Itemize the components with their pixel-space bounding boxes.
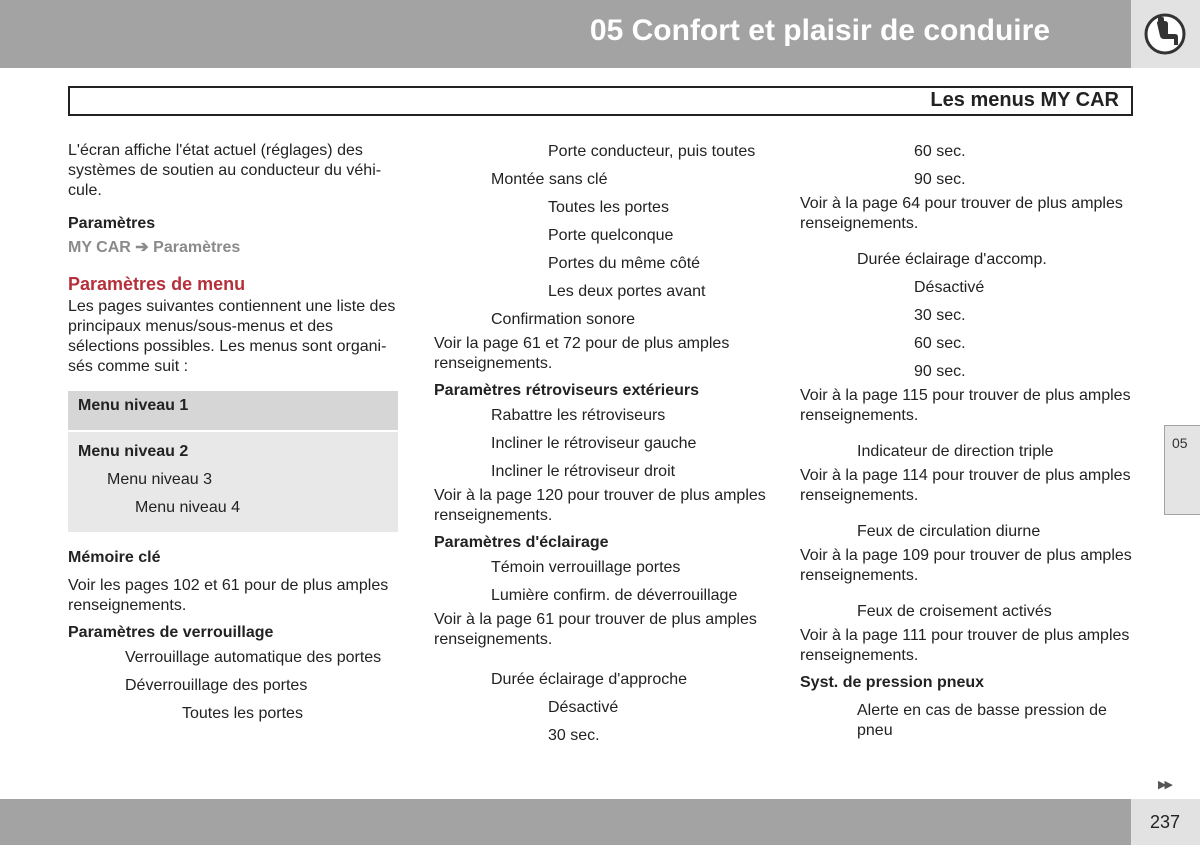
lock-item-all-doors: Toutes les portes	[182, 705, 303, 722]
section-title: Les menus MY CAR	[930, 89, 1119, 111]
reference-text: Voir à la page 109 pour trouver de plus amples renseignements.	[800, 547, 1132, 584]
list-item: 30 sec.	[548, 727, 600, 744]
chapter-tab-label: 05	[1172, 435, 1188, 451]
menu-level-4: Menu niveau 4	[135, 499, 240, 516]
chapter-title: 05 Confort et plaisir de conduire	[589, 14, 1050, 47]
list-item: Portes du même côté	[548, 255, 701, 272]
fast-forward-icon: ▶▶	[1158, 779, 1171, 791]
list-item: Incliner le rétroviseur gauche	[491, 435, 697, 452]
list-item: 60 sec.	[914, 143, 966, 160]
reference-text: Voir à la page 61 pour trouver de plus amples renseignements.	[434, 611, 757, 648]
key-memory-text: Voir les pages 102 et 61 pour de plus amples renseignements.	[68, 577, 389, 614]
list-item: Témoin verrouillage portes	[491, 559, 681, 576]
list-item: Confirmation sonore	[491, 311, 636, 328]
list-item: 90 sec.	[914, 171, 966, 188]
reference-text: Voir à la page 114 pour trouver de plus amples renseignements.	[800, 467, 1131, 504]
list-item: Porte conducteur, puis toutes	[548, 143, 756, 160]
tpms-heading: Syst. de pression pneux	[800, 674, 985, 691]
column-3	[800, 138, 1135, 741]
list-item: Désactivé	[914, 279, 985, 296]
tpms-alert: Alerte en cas de basse pression de pneu	[857, 702, 1107, 739]
path-part-mycar: MY CAR	[68, 239, 131, 256]
menu-intro-text: Les pages suivantes contiennent une liste des principaux menus/sous-menus et des sélections possibles. Les menus sont organi-sés comme suit :	[68, 298, 396, 375]
menu-settings-heading: Paramètres de menu	[68, 274, 246, 294]
menu-levels-table	[68, 391, 398, 532]
key-memory-heading: Mémoire clé	[68, 549, 161, 566]
lock-settings-heading: Paramètres de verrouillage	[68, 624, 274, 641]
list-item: Incliner le rétroviseur droit	[491, 463, 676, 480]
menu-levels-box	[68, 432, 398, 532]
lock-item-unlock: Déverrouillage des portes	[125, 677, 308, 694]
header-icon-box	[1131, 0, 1200, 68]
list-item: Lumière confirm. de déverrouillage	[491, 587, 738, 604]
list-item: Durée éclairage d'approche	[491, 671, 688, 688]
menu-level-3: Menu niveau 3	[107, 471, 212, 488]
list-item: Rabattre les rétroviseurs	[491, 407, 666, 424]
path-part-params: Paramètres	[153, 239, 241, 256]
menu-level-1: Menu niveau 1	[68, 391, 398, 430]
list-item: Toutes les portes	[548, 199, 669, 216]
menu-path	[68, 238, 398, 258]
page-number: 237	[1150, 812, 1181, 832]
list-item: Feux de circulation diurne	[857, 523, 1041, 540]
arrow-right-icon: ➔	[135, 239, 149, 256]
menu-level-2: Menu niveau 2	[78, 443, 189, 460]
column-1	[68, 141, 398, 728]
lighting-settings-heading: Paramètres d'éclairage	[434, 534, 609, 551]
reference-text: Voir la page 61 et 72 pour de plus amples renseignements.	[434, 335, 730, 372]
list-item: Montée sans clé	[491, 171, 608, 188]
list-item: Porte quelconque	[548, 227, 674, 244]
reference-text: Voir à la page 111 pour trouver de plus amples renseignements.	[800, 627, 1130, 664]
lock-item-auto: Verrouillage automatique des portes	[125, 649, 382, 666]
reference-text: Voir à la page 120 pour trouver de plus amples renseignements.	[434, 487, 766, 524]
reference-text: Voir à la page 64 pour trouver de plus amples renseignements.	[800, 195, 1123, 232]
mirror-settings-heading: Paramètres rétroviseurs extérieurs	[434, 382, 700, 399]
list-item: Indicateur de direction triple	[857, 443, 1054, 460]
list-item: 60 sec.	[914, 335, 966, 352]
footer-bar	[0, 799, 1131, 845]
header-bar	[0, 0, 1131, 68]
list-item: Désactivé	[548, 699, 619, 716]
params-heading: Paramètres	[68, 215, 156, 232]
list-item: 90 sec.	[914, 363, 966, 380]
list-item: 30 sec.	[914, 307, 966, 324]
section-box	[68, 86, 1133, 116]
list-item: Les deux portes avant	[548, 283, 706, 300]
reference-text: Voir à la page 115 pour trouver de plus amples renseignements.	[800, 387, 1131, 424]
list-item: Durée éclairage d'accomp.	[857, 251, 1047, 268]
intro-text: L'écran affiche l'état actuel (réglages) des systèmes de soutien au conducteur du véhi-cule.	[68, 142, 382, 199]
seat-icon	[1144, 13, 1186, 55]
column-2	[434, 138, 774, 750]
list-item: Feux de croisement activés	[857, 603, 1052, 620]
